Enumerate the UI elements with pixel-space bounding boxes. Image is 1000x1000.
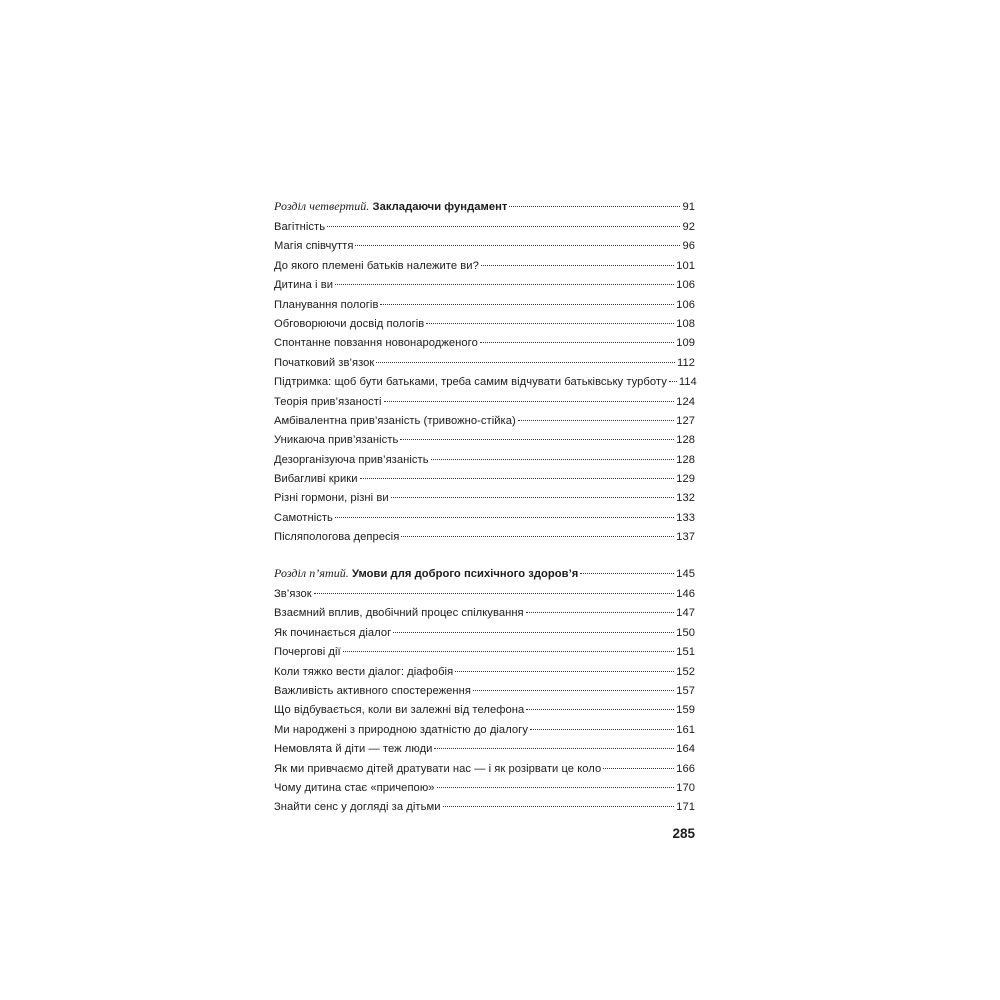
- page-number: 146: [676, 588, 695, 600]
- dot-leader: [384, 401, 675, 402]
- dot-leader: [518, 420, 674, 421]
- toc-entry: [274, 489, 695, 508]
- page-number: 101: [676, 259, 695, 272]
- toc-entry: [274, 798, 695, 817]
- chapter-label: Розділ четвертий.: [274, 199, 370, 213]
- toc-entry-list: [274, 218, 695, 548]
- dot-leader: [473, 690, 674, 691]
- page-number: 124: [676, 395, 695, 408]
- toc-entry-title: Як ми привчаємо дітей дратувати нас — і як розірвати це коло: [274, 762, 602, 775]
- toc-entry: [274, 663, 695, 682]
- dot-leader: [481, 265, 674, 266]
- chapter-heading: [274, 561, 695, 585]
- dot-leader: [343, 651, 675, 652]
- page-number: 159: [676, 704, 695, 717]
- page-number: 166: [676, 762, 695, 775]
- toc-entry-title: Як починається діалог: [274, 626, 392, 639]
- dot-leader: [455, 671, 674, 672]
- page-number: 147: [676, 607, 695, 620]
- page-number: 157: [676, 684, 695, 697]
- toc-entry: [274, 701, 695, 720]
- dot-leader: [509, 206, 680, 207]
- dot-leader: [335, 517, 674, 518]
- page-number: 109: [676, 337, 695, 350]
- page-number: 133: [676, 511, 695, 524]
- folio-page-number: 285: [672, 826, 695, 841]
- toc-entry-title: Дитина і ви: [274, 279, 334, 292]
- toc-entry: [274, 509, 695, 528]
- dot-leader: [401, 536, 674, 537]
- page-number: 137: [676, 531, 695, 544]
- toc-entry-title: До якого племені батьків належите ви?: [274, 259, 479, 272]
- toc-entry-title: Коли тяжко вести діалог: діафобія: [274, 665, 454, 678]
- dot-leader: [393, 632, 674, 633]
- toc-entry-title: Початковий зв’язок: [274, 356, 375, 369]
- toc-entry-title: Чому дитина стає «причепою»: [274, 781, 435, 794]
- toc-entry-list: [274, 585, 695, 818]
- page-number: 127: [676, 414, 695, 427]
- page-number: 128: [676, 434, 695, 447]
- page-number: 145: [676, 568, 695, 580]
- chapter-name: Закладаючи фундамент: [372, 201, 508, 213]
- toc-entry-title: Вибагливі крики: [274, 473, 358, 486]
- page-number: 151: [676, 646, 695, 659]
- toc-entry-title: Уникаюча прив’язаність: [274, 434, 399, 447]
- toc-entry-title: Зв’язок: [274, 588, 312, 600]
- toc-entry-title: Вагітність: [274, 221, 326, 233]
- toc-entry-title: Що відбувається, коли ви залежні від телефона: [274, 704, 525, 717]
- toc-entry-title: Немовлята й діти — теж люди: [274, 743, 433, 756]
- page-number: 152: [676, 665, 695, 678]
- dot-leader: [426, 323, 674, 324]
- toc-entry: [274, 682, 695, 701]
- page-number: 96: [682, 240, 695, 253]
- dot-leader: [314, 593, 674, 594]
- page-number: 132: [676, 492, 695, 505]
- toc-entry: [274, 624, 695, 643]
- toc-entry: [274, 373, 695, 392]
- page-number: 170: [676, 781, 695, 794]
- toc-entry: [274, 412, 695, 431]
- toc-entry: [274, 393, 695, 412]
- dot-leader: [434, 748, 674, 749]
- toc-entry: [274, 643, 695, 662]
- toc-entry-title: Дезорганізуюча прив’язаність: [274, 453, 429, 466]
- page-number: 171: [676, 801, 695, 814]
- dot-leader: [530, 729, 674, 730]
- dot-leader: [360, 478, 675, 479]
- page-number: 164: [676, 743, 695, 756]
- toc-entry: [274, 276, 695, 295]
- dot-leader: [327, 226, 680, 227]
- toc-entry-title: Теорія прив’язаності: [274, 395, 382, 408]
- toc-entry-title: Ми народжені з природною здатністю до діалогу: [274, 723, 528, 736]
- dot-leader: [669, 381, 677, 382]
- page-number: 108: [676, 317, 695, 330]
- dot-leader: [580, 573, 674, 574]
- toc-entry: [274, 470, 695, 489]
- toc-entry-title: Взаємний вплив, двобічний процес спілкування: [274, 607, 524, 620]
- chapter-name: Умови для доброго психічного здоров’я: [352, 568, 579, 580]
- toc-entry: [274, 334, 695, 353]
- page-number: 106: [676, 279, 695, 292]
- toc-entry: [274, 431, 695, 450]
- toc-entry: [274, 257, 695, 276]
- dot-leader: [431, 459, 675, 460]
- dot-leader: [443, 806, 675, 807]
- toc-entry-title: Магія співчуття: [274, 240, 354, 253]
- toc-entry-title: Різні гормони, різні ви: [274, 492, 389, 505]
- page-number: 92: [682, 221, 695, 233]
- toc-entry-title: Знайти сенс у догляді за дітьми: [274, 801, 441, 814]
- toc-entry-title: Планування пологів: [274, 298, 379, 311]
- dot-leader: [526, 612, 675, 613]
- dot-leader: [391, 497, 675, 498]
- page-number: 128: [676, 453, 695, 466]
- toc-entry: [274, 528, 695, 547]
- page-number: 91: [682, 201, 695, 213]
- page-number: 112: [677, 356, 695, 369]
- dot-leader: [355, 245, 680, 246]
- chapter-title: [274, 194, 507, 219]
- toc-entry-title: Обговорюючи досвід пологів: [274, 317, 425, 330]
- toc-entry: [274, 451, 695, 470]
- toc-entry: [274, 604, 695, 623]
- chapter-label: Розділ п’ятий.: [274, 566, 349, 580]
- dot-leader: [480, 342, 674, 343]
- dot-leader: [380, 304, 674, 305]
- toc-entry: [274, 779, 695, 798]
- dot-leader: [526, 709, 674, 710]
- dot-leader: [335, 284, 674, 285]
- page-number: 150: [676, 626, 695, 639]
- dot-leader: [437, 787, 675, 788]
- toc-entry-title: Спонтанне повзання новонародженого: [274, 337, 478, 350]
- toc-entry-title: Післяпологова депресія: [274, 531, 400, 544]
- toc-entry: [274, 721, 695, 740]
- toc-entry-title: Амбівалентна прив’язаність (тривожно-стійка): [274, 414, 516, 427]
- chapter-title: [274, 561, 578, 586]
- toc-entry: [274, 237, 695, 256]
- page-number: 114: [678, 376, 697, 389]
- toc-section-chapter-5: [274, 561, 695, 818]
- toc-entry-title: Самотність: [274, 511, 333, 524]
- toc-entry: [274, 354, 695, 373]
- page-number: 161: [676, 723, 695, 736]
- dot-leader: [400, 439, 674, 440]
- toc-entry-title: Підтримка: щоб бути батьками, треба самим відчувати батьківську турботу: [274, 376, 667, 389]
- page-number: 106: [676, 298, 695, 311]
- dot-leader: [376, 362, 675, 363]
- dot-leader: [603, 768, 674, 769]
- toc-entry: [274, 740, 695, 759]
- toc-entry: [274, 296, 695, 315]
- toc-section-chapter-4: [274, 194, 695, 548]
- toc-entry-title: Важливість активного спостереження: [274, 684, 471, 697]
- toc-entry: [274, 760, 695, 779]
- toc-entry: [274, 315, 695, 334]
- chapter-heading: [274, 194, 695, 218]
- toc-entry: [274, 218, 695, 237]
- page-number: 129: [676, 473, 695, 486]
- toc-entry: [274, 585, 695, 604]
- toc-entry-title: Почергові дії: [274, 646, 341, 659]
